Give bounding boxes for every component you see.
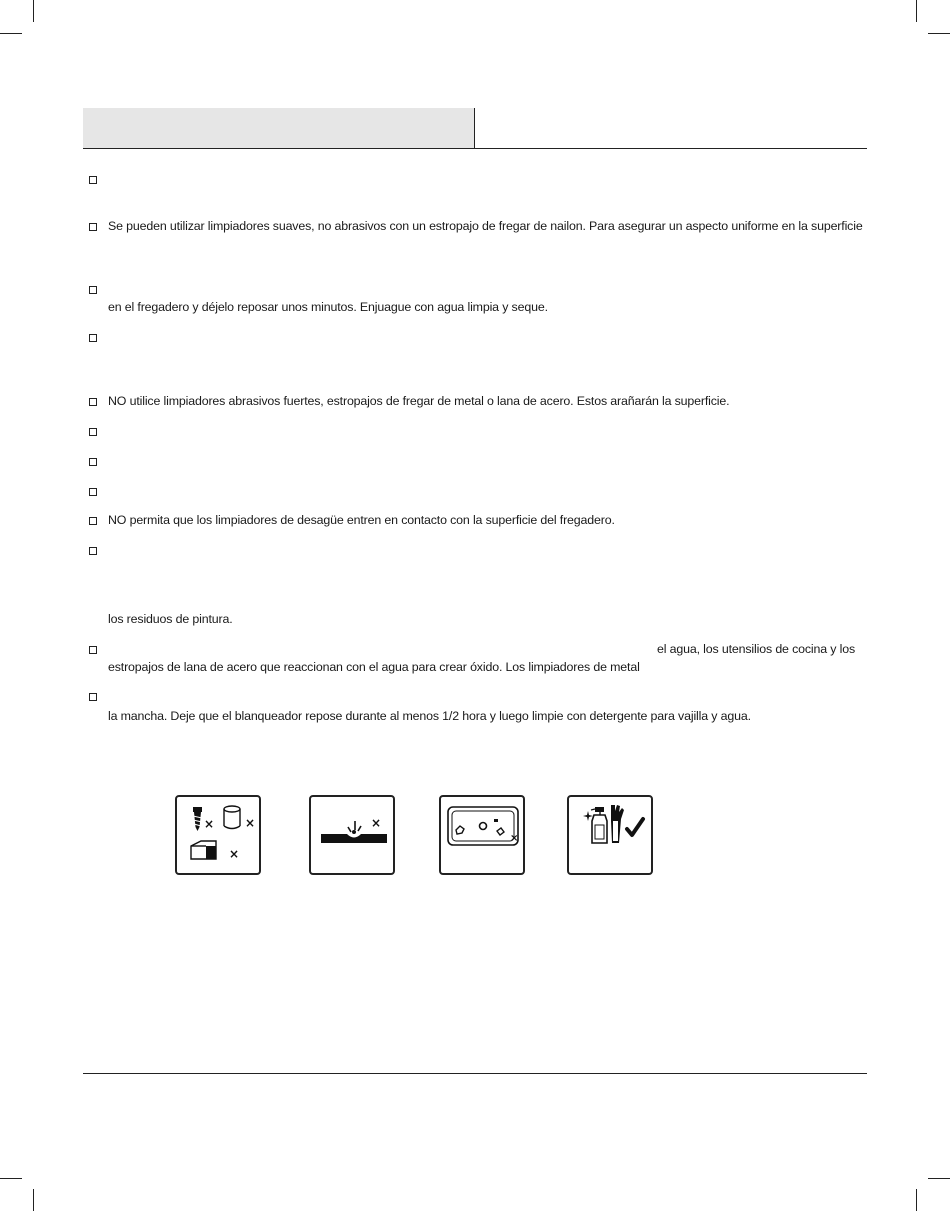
bullet-2 — [89, 223, 97, 231]
bullet-5 — [89, 398, 97, 406]
svg-text:×: × — [229, 847, 240, 861]
crop-mark-top-right-h — [928, 33, 950, 34]
section-header-box — [83, 108, 474, 148]
footer-rule — [83, 1073, 867, 1074]
bullet-3 — [89, 286, 97, 294]
bullet-10 — [89, 547, 97, 555]
paragraph-10-line-2: los residuos de pintura. — [108, 612, 233, 626]
bullet-8 — [89, 488, 97, 496]
paragraph-2-line-1: Se pueden utilizar limpiadores suaves, no abrasivos con un estropajo de fregar de nailon. Para asegurar un aspecto uniforme en la superficie — [108, 219, 863, 233]
paragraph-12-line-2: la mancha. Deje que el blanqueador repose durante al menos 1/2 hora y luego limpie con detergente para vajilla y agua. — [108, 709, 751, 723]
crop-mark-bottom-left — [33, 1189, 34, 1211]
section-header-divider — [474, 108, 475, 149]
crop-mark-bottom-right — [916, 1189, 917, 1211]
crop-mark-bottom-left-h — [0, 1178, 22, 1179]
svg-text:×: × — [371, 816, 382, 830]
crop-mark-top-right — [916, 0, 917, 22]
no-sharp-objects-icon — [175, 795, 261, 875]
crop-mark-top-left — [33, 0, 34, 22]
bullet-9 — [89, 517, 97, 525]
bullet-7 — [89, 458, 97, 466]
no-stains-icon — [439, 795, 525, 875]
bullet-4 — [89, 334, 97, 342]
bullet-11 — [89, 646, 97, 654]
bullet-1 — [89, 176, 97, 184]
paragraph-9-line-1: NO permita que los limpiadores de desagüe entren en contacto con la superficie del fregadero. — [108, 513, 615, 527]
svg-text:×: × — [245, 816, 256, 830]
svg-text:×: × — [510, 833, 519, 844]
paragraph-3-line-2: en el fregadero y déjelo reposar unos minutos. Enjuague con agua limpia y seque. — [108, 300, 548, 314]
svg-text:×: × — [204, 817, 215, 831]
gentle-cleaner-ok-icon — [567, 795, 653, 875]
paragraph-5-line-1: NO utilice limpiadores abrasivos fuertes, estropajos de fregar de metal o lana de acero. Estos arañarán la superficie. — [108, 394, 730, 408]
paragraph-11-line-1: el agua, los utensilios de cocina y los — [657, 642, 856, 656]
section-header-rule — [83, 148, 867, 149]
crop-mark-top-left-h — [0, 33, 22, 34]
crop-mark-bottom-right-h — [928, 1178, 950, 1179]
no-scratching-icon — [309, 795, 395, 875]
bullet-6 — [89, 428, 97, 436]
paragraph-11-line-2: estropajos de lana de acero que reaccionan con el agua para crear óxido. Los limpiadores de metal — [108, 660, 640, 674]
bullet-12 — [89, 693, 97, 701]
